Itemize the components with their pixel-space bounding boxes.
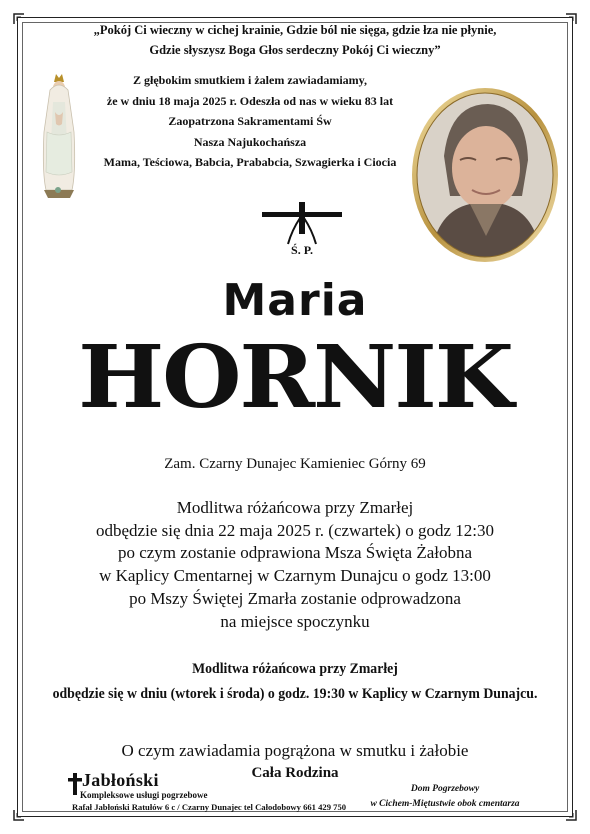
ceremony-line: na miejsce spoczynku: [220, 611, 370, 631]
funeral-home-title: Dom Pogrzebowy: [410, 784, 480, 794]
deceased-first-name: Maria: [222, 275, 368, 326]
residence-address: Zam. Czarny Dunajec Kamieniec Górny 69: [164, 456, 426, 472]
announcement-line: że w dniu 18 maja 2025 r. Odeszła od nas w wieku 83 lat: [106, 93, 394, 108]
rosary-prayer-info: [51, 657, 539, 707]
announcement-line: Z głębokim smutkiem i żalem zawiadamiamy,: [133, 73, 367, 87]
crucifix-icon: [262, 200, 342, 258]
funeral-home-location: [340, 782, 550, 812]
ceremony-line: w Kaplicy Cmentarnej w Czarnym Dunajcu o godz 13:00: [99, 566, 491, 586]
quote-line: Gdzie słyszysz Boga Głos serdeczny Pokój Ci wieczny”: [149, 43, 441, 57]
funeral-home-contact: Rafał Jabłoński Ratułów 6 c / Czarny Dunajec tel Całodobowy 661 429 750: [72, 802, 347, 812]
ceremony-line: Modlitwa różańcowa przy Zmarłej: [176, 498, 414, 517]
announcement-line: Mama, Teściowa, Babcia, Prababcia, Szwagierka i Ciocia: [103, 155, 397, 169]
funeral-home-tagline: Kompleksowe usługi pogrzebowe: [80, 790, 208, 800]
deceased-surname: HORNIK: [78, 327, 512, 428]
funeral-ceremony-info: [30, 497, 560, 633]
monogram-text: Ś. P.: [291, 243, 313, 257]
family-signature: Cała Rodzina: [251, 765, 339, 781]
funeral-home-address: w Cichem-Miętustwie obok cmentarza: [370, 799, 520, 809]
announcement-line: Zaopatrzona Sakramentami Św: [168, 114, 332, 128]
virgin-mary-statue-icon: [36, 72, 82, 200]
ceremony-line: po Mszy Świętej Zmarła zostanie odprowadzona: [129, 588, 461, 608]
death-announcement: [90, 70, 410, 173]
rosary-line: Modlitwa różańcowa przy Zmarłej: [192, 661, 398, 677]
ceremony-line: po czym zostanie odprawiona Msza Święta Żałobna: [117, 543, 473, 563]
funeral-home-brand: Jabłoński: [82, 770, 159, 790]
quote-line: „Pokój Ci wieczny w cichej krainie, Gdzie ból nie sięga, gdzie łza nie płynie,: [93, 23, 497, 37]
announcement-line: Nasza Najukochańsza: [193, 134, 307, 149]
corner-ornament-icon: [564, 12, 578, 26]
corner-ornament-icon: [12, 12, 26, 26]
ceremony-line: odbędzie się dnia 22 maja 2025 r. (czwartek) o godz 12:30: [96, 520, 494, 540]
corner-ornament-icon: [564, 808, 578, 822]
memorial-quote: [60, 20, 530, 60]
corner-ornament-icon: [12, 808, 26, 822]
rosary-line: odbędzie się w dniu (wtorek i środa) o godz. 19:30 w Kaplicy w Czarnym Dunajcu.: [52, 686, 538, 702]
closing-statement: O czym zawiadamia pogrążona w smutku i żałobie: [121, 741, 469, 760]
deceased-portrait: [410, 86, 560, 264]
